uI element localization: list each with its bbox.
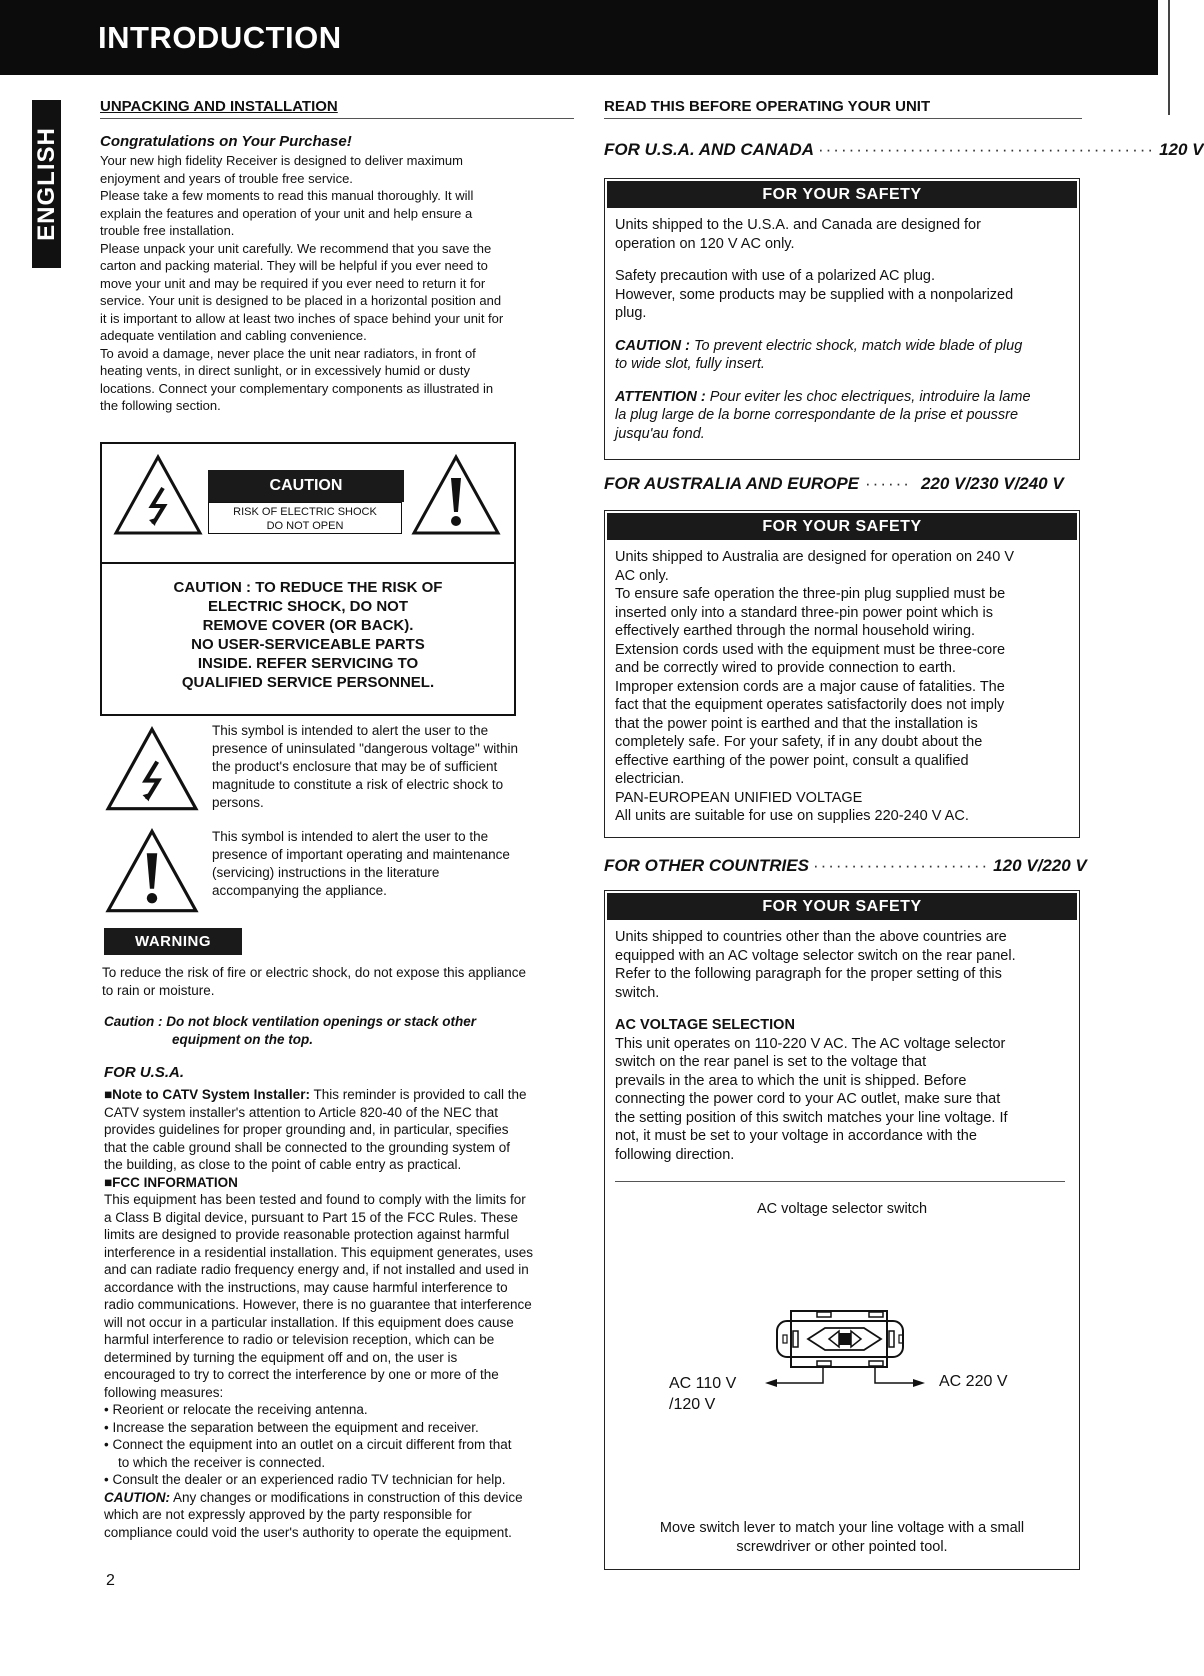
safety-line: Extension cords used with the equipment must be three-core xyxy=(615,641,1006,658)
warning-line: to rain or moisture. xyxy=(102,982,215,998)
caution-statement xyxy=(102,578,514,692)
ac-voltage-selection-heading: AC VOLTAGE SELECTION xyxy=(615,1017,795,1033)
safety-title: FOR YOUR SAFETY xyxy=(607,181,1077,208)
safety-line: electrician. xyxy=(615,771,685,787)
safety-body xyxy=(605,210,1079,451)
voltage-selector-switch-diagram xyxy=(765,1309,925,1387)
diagram-instructions xyxy=(605,1519,1079,1556)
safety-line: connecting the power cord to your AC outlet, make sure that xyxy=(615,1091,1001,1107)
congrats-line: service. Your unit is designed to be placed in a horizontal position and xyxy=(100,293,502,308)
safety-line: To ensure safe operation the three-pin plug supplied must be xyxy=(615,586,1006,602)
safety-line: plug. xyxy=(615,305,647,321)
fcc-line: and can radiate radio frequency energy and, if not installed and used in xyxy=(104,1262,529,1277)
safety-line: Refer to the following paragraph for the proper setting of this xyxy=(615,966,1002,982)
instruction-line: screwdriver or other pointed tool. xyxy=(736,1538,948,1555)
region-voltage: 220 V/230 V/240 V xyxy=(920,474,1064,493)
congrats-line: the following section. xyxy=(100,398,221,413)
congrats-line: Please unpack your unit carefully. We recommend that you save the xyxy=(100,240,492,256)
fcc-line: limits are designed to provide reasonable protection against harmful xyxy=(104,1227,510,1242)
measure-item: to which the receiver is connected. xyxy=(118,1454,326,1470)
safety-line: Improper extension cords are a major cause of fatalities. The xyxy=(615,678,1005,695)
safety-line: PAN-EUROPEAN UNIFIED VOLTAGE xyxy=(615,789,863,806)
fcc-caution-line: Any changes or modifications in construction of this device xyxy=(170,1489,523,1505)
ac-220-label: AC 220 V xyxy=(939,1373,1008,1390)
symbol-line: presence of important operating and maintenance xyxy=(212,847,510,862)
fcc-caution-label: CAUTION: xyxy=(104,1489,170,1505)
usa-safety-box xyxy=(604,178,1080,460)
catv-note-line: the building, as close to the point of cable entry as practical. xyxy=(104,1157,462,1172)
congrats-line: Your new high fidelity Receiver is designed to deliver maximum xyxy=(100,153,463,168)
page-number: 2 xyxy=(106,1572,115,1589)
symbol-line: the product's enclosure that may be of sufficient xyxy=(212,759,498,774)
safety-line: Safety precaution with use of a polarized AC plug. xyxy=(615,268,935,284)
language-tab xyxy=(32,100,61,268)
safety-line: fact that the equipment operates satisfactorily does not imply xyxy=(615,697,1005,713)
symbol-line: accompanying the appliance. xyxy=(212,883,387,898)
safety-line: This unit operates on 110-220 V AC. The AC voltage selector xyxy=(615,1035,1006,1052)
page-header xyxy=(0,0,1158,75)
safety-title: FOR YOUR SAFETY xyxy=(607,893,1077,920)
left-column xyxy=(100,98,574,415)
fcc-heading: ■FCC INFORMATION xyxy=(104,1174,238,1190)
congrats-line: To avoid a damage, never place the unit near radiators, in front of xyxy=(100,345,476,361)
page-edge-line xyxy=(1168,0,1170,115)
safety-line: However, some products may be supplied with a nonpolarized xyxy=(615,286,1014,303)
fcc-line: interference in a residential installation. This equipment generates, uses xyxy=(104,1244,534,1260)
other-countries-heading xyxy=(604,856,1087,876)
measure-item: • Connect the equipment into an outlet on a circuit different from that xyxy=(104,1437,512,1452)
fcc-line: radio communications. However, there is no guarantee that interference xyxy=(104,1297,532,1312)
safety-line: not, it must be set to your voltage in accordance with the xyxy=(615,1128,977,1144)
caution-statement-line: NO USER-SERVICEABLE PARTS xyxy=(191,636,425,653)
safety-line: Units shipped to the U.S.A. and Canada are designed for xyxy=(615,217,981,233)
fcc-line: a Class B digital device, pursuant to Part 15 of the FCC Rules. These xyxy=(104,1209,518,1225)
page-title: INTRODUCTION xyxy=(98,20,342,55)
catv-note-line: CATV system installer's attention to Article 820-40 of the NEC that xyxy=(104,1104,499,1120)
safety-body xyxy=(605,922,1079,1172)
ac-110-label-line: /120 V xyxy=(669,1396,716,1413)
warning-text xyxy=(102,964,582,999)
safety-line: AC only. xyxy=(615,567,669,584)
safety-line: equipped with an AC voltage selector switch on the rear panel. xyxy=(615,947,1016,964)
risk-of-shock-box xyxy=(208,502,402,534)
congrats-line: adequate ventilation and cabling convenience. xyxy=(100,328,367,343)
symbol-line: magnitude to constitute a risk of electric shock to xyxy=(212,777,504,792)
usa-canada-heading xyxy=(604,140,1204,160)
safety-line: effectively earthed through the normal household wiring. xyxy=(615,623,976,639)
congrats-line: enjoyment and years of trouble free service. xyxy=(100,170,353,186)
symbol-line: This symbol is intended to alert the user to the xyxy=(212,723,489,738)
attention-label: ATTENTION : xyxy=(615,388,706,405)
australia-europe-heading xyxy=(604,474,1076,494)
australia-safety-box xyxy=(604,510,1080,838)
risk-line: DO NOT OPEN xyxy=(266,520,344,532)
safety-line: switch. xyxy=(615,984,660,1001)
safety-line: inserted only into a standard three-pin power point which is xyxy=(615,604,994,621)
safety-line: la plug large de la borne correspondante de la prise et poussre xyxy=(615,407,1019,423)
catv-note-line: provides guidelines for proper grounding and, in particular, specifies xyxy=(104,1122,509,1137)
other-safety-box xyxy=(604,890,1080,1570)
symbol-line: persons. xyxy=(212,795,264,810)
safety-line: Units shipped to Australia are designed for operation on 240 V xyxy=(615,549,1015,565)
caution-statement-line: QUALIFIED SERVICE PERSONNEL. xyxy=(181,674,435,691)
ventilation-caution-label: Caution : xyxy=(104,1014,167,1029)
electric-shock-warning-icon xyxy=(114,454,202,536)
safety-line: operation on 120 V AC only. xyxy=(615,235,795,252)
safety-body xyxy=(605,542,1079,834)
safety-line: that the power point is earthed and that the installation is xyxy=(615,715,978,732)
region-name: FOR OTHER COUNTRIES xyxy=(604,856,809,875)
safety-title: FOR YOUR SAFETY xyxy=(607,513,1077,540)
ventilation-caution xyxy=(104,1013,574,1049)
congrats-line: trouble free installation. xyxy=(100,223,235,238)
safety-line: and be correctly wired to provide connection to earth. xyxy=(615,660,956,676)
safety-line: to wide slot, fully insert. xyxy=(615,356,765,372)
region-name: FOR U.S.A. AND CANADA xyxy=(604,140,814,159)
symbol-explanation-text xyxy=(212,828,564,900)
catv-note-line: This reminder is provided to call the xyxy=(309,1087,527,1102)
ventilation-caution-line: Do not block ventilation openings or stack other xyxy=(166,1014,477,1029)
leader-dots: ······ xyxy=(865,474,911,493)
congrats-line: heating vents, in direct sunlight, or in excessively humid or dusty xyxy=(100,363,470,378)
instruction-line: Move switch lever to match your line voltage with a small xyxy=(659,1520,1025,1536)
catv-note-line: that the cable ground shall be connected to the grounding system of xyxy=(104,1139,511,1155)
congrats-line: locations. Connect your complementary components as illustrated in xyxy=(100,380,494,396)
language-label: ENGLISH xyxy=(32,127,60,241)
usa-heading: FOR U.S.A. xyxy=(104,1064,185,1081)
safety-line: To prevent electric shock, match wide blade of plug xyxy=(689,337,1023,354)
catv-note-label: ■Note to CATV System Installer: xyxy=(104,1087,310,1102)
diagram-caption: AC voltage selector switch xyxy=(756,1201,928,1217)
right-column xyxy=(604,98,1082,133)
region-voltage: 120 V/220 V xyxy=(993,856,1087,875)
symbol-line: This symbol is intended to alert the user to the xyxy=(212,829,489,844)
divider xyxy=(615,1181,1065,1182)
symbol-explanation-instructions xyxy=(100,828,574,920)
unpacking-heading: UNPACKING AND INSTALLATION xyxy=(100,98,574,119)
leader-dots: ············································ xyxy=(817,140,1156,159)
measure-item: • Reorient or relocate the receiving antenna. xyxy=(104,1402,368,1417)
symbol-explanation-voltage xyxy=(100,722,574,814)
caution-statement-line: INSIDE. REFER SERVICING TO xyxy=(197,655,419,672)
caution-label: CAUTION xyxy=(208,470,404,502)
congrats-text xyxy=(100,152,574,415)
safety-line: completely safe. For your safety, if in any doubt about the xyxy=(615,734,983,750)
exclamation-warning-icon xyxy=(106,828,198,914)
fcc-caution-line: compliance could void the user's authority to operate the equipment. xyxy=(104,1524,512,1540)
catv-note xyxy=(104,1086,584,1541)
measure-item: • Increase the separation between the equipment and receiver. xyxy=(104,1419,479,1435)
congrats-line: move your unit and may be required if you ever need to return it for xyxy=(100,275,486,291)
safety-line: the setting position of this switch matches your line voltage. If xyxy=(615,1109,1008,1126)
plug-caution-label: CAUTION : xyxy=(615,337,690,354)
fcc-line: will not occur in a particular installation. If this equipment does cause xyxy=(104,1314,514,1330)
safety-line: All units are suitable for use on supplies 220-240 V AC. xyxy=(615,808,969,824)
safety-line: jusqu'au fond. xyxy=(615,425,705,442)
safety-line: Units shipped to countries other than the above countries are xyxy=(615,929,1007,945)
electric-shock-warning-icon xyxy=(106,726,198,812)
congrats-line: carton and packing material. They will be helpful if you ever need to xyxy=(100,258,488,273)
warning-label: WARNING xyxy=(104,928,242,955)
congrats-line: explain the features and operation of your unit and help ensure a xyxy=(100,205,473,221)
fcc-line: harmful interference to radio or television reception, which can be xyxy=(104,1332,495,1347)
congrats-line: it is important to allow at least two inches of space behind your unit for xyxy=(100,310,504,326)
caution-box xyxy=(100,442,516,716)
ac-110-label-line: AC 110 V xyxy=(669,1375,737,1392)
fcc-line: following measures: xyxy=(104,1384,224,1400)
fcc-line: determined by turning the equipment off and on, the user is xyxy=(104,1349,458,1365)
fcc-caution-line: which are not expressly approved by the party responsible for xyxy=(104,1507,472,1522)
ventilation-caution-line: equipment on the top. xyxy=(172,1032,313,1047)
fcc-line: encouraged to try to correct the interference by one or more of the xyxy=(104,1367,499,1382)
risk-line: RISK OF ELECTRIC SHOCK xyxy=(233,506,377,518)
measure-item: • Consult the dealer or an experienced radio TV technician for help. xyxy=(104,1472,506,1487)
read-before-heading: READ THIS BEFORE OPERATING YOUR UNIT xyxy=(604,98,1082,119)
symbol-line: (servicing) instructions in the literature xyxy=(212,865,440,880)
region-name: FOR AUSTRALIA AND EUROPE xyxy=(604,474,859,493)
safety-line: prevails in the area to which the unit is shipped. Before xyxy=(615,1072,967,1089)
fcc-line: accordance with the instructions, may cause harmful interference to xyxy=(104,1279,508,1295)
safety-line: following direction. xyxy=(615,1146,735,1163)
safety-line: Pour eviter les choc electriques, introduire la lame xyxy=(705,388,1031,405)
fcc-line: This equipment has been tested and found to comply with the limits for xyxy=(104,1192,526,1207)
caution-statement-line: ELECTRIC SHOCK, DO NOT xyxy=(207,598,408,615)
safety-line: switch on the rear panel is set to the voltage that xyxy=(615,1054,927,1070)
caution-statement-line: CAUTION : TO REDUCE THE RISK OF xyxy=(173,579,443,596)
caution-statement-line: REMOVE COVER (OR BACK). xyxy=(202,617,414,634)
warning-line: To reduce the risk of fire or electric shock, do not expose this appliance xyxy=(102,965,526,980)
exclamation-warning-icon xyxy=(412,454,500,536)
symbol-line: presence of uninsulated "dangerous voltage" within xyxy=(212,741,519,756)
region-voltage: 120 V xyxy=(1159,140,1204,159)
congrats-title: Congratulations on Your Purchase! xyxy=(100,133,352,150)
leader-dots: ······················· xyxy=(812,856,990,875)
ac-110-label xyxy=(669,1373,736,1415)
congrats-line: Please take a few moments to read this manual thoroughly. It will xyxy=(100,188,474,203)
symbol-explanation-text xyxy=(212,722,564,812)
safety-line: effective earthing of the power point, consult a qualified xyxy=(615,752,969,769)
caution-box-top xyxy=(102,444,514,564)
